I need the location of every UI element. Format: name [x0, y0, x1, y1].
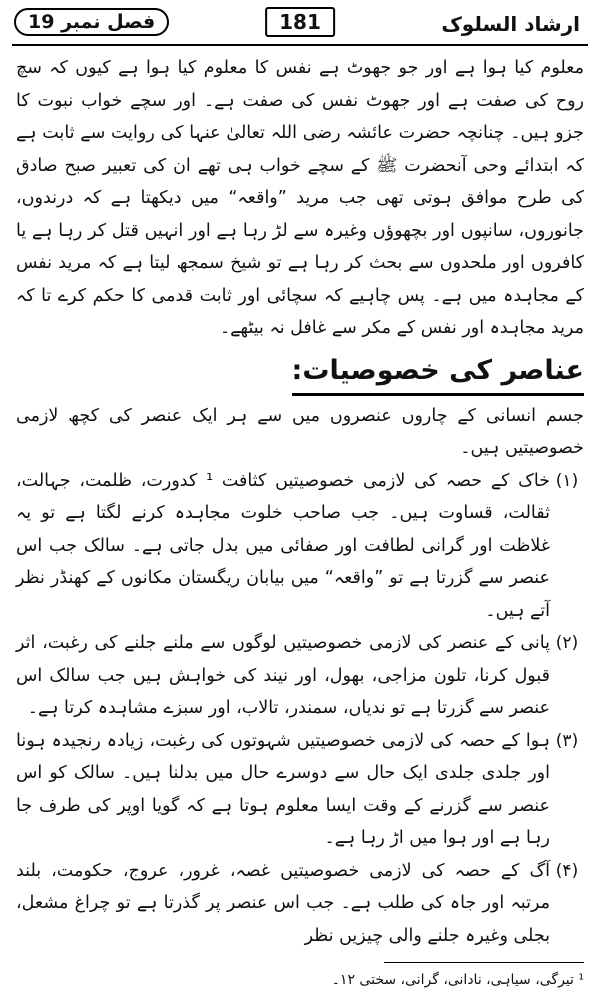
- page-number: 181: [265, 7, 335, 37]
- list-item-text: پانی کے عنصر کی لازمی خصوصیتیں لوگوں سے ملنے جلنے کی رغبت، اثر قبول کرنا، تلون مزاجی، بھول، اور نیند کی خواہش ہیں جب سالک اس عنصر سے گزرتا ہے تو ندیاں، سمندر، تالاب، اور سبزے مشاہدہ کرتا ہے۔: [16, 633, 550, 718]
- footnote-divider: [384, 962, 584, 963]
- footnote: ¹ تیرگی، سیاہی، نادانی، گرانی، سختی ۱۲۔: [331, 972, 584, 988]
- intro-paragraph: معلوم کیا ہوا ہے اور جو جھوٹ ہے نفس کا معلوم کیا ہوا ہے کیوں کہ سچ روح کی صفت ہے اور جھوٹ نفس کی صفت ہے۔ اور سچے خواب نبوت کا جزو ہیں۔ چنانچہ حضرت عائشہ رضی اللہ تعالیٰ عنہا کی روایت سے ثابت ہے کہ ابتدائے وحی آنحضرت ﷺ کے سچے خواب ہی تھے ان کی تعبیر صبح صادق کی طرح موافق ہوتی تھی جب مرید ”واقعہ“ میں دیکھتا ہے کہ درندوں، جانوروں، سانپوں اور بچھوؤں وغیرہ سے لڑ رہا ہے اور انہیں قتل کر رہا ہے یا کافروں اور ملحدوں سے بحث کر رہا ہے تو شیخ سمجھ لیتا ہے کہ مرید نفس کے مجاہدہ میں ہے۔ پس چاہیے کہ سچائی اور ثابت قدمی کا حکم کرے تا کہ مرید مجاہدہ اور نفس کے مکر سے غافل نہ بیٹھے۔: [16, 58, 584, 338]
- list-item-number: (۱): [555, 470, 579, 491]
- page-content: [12, 46, 588, 952]
- chapter-label: فصل نمبر 19: [14, 8, 169, 36]
- list-item: [16, 627, 584, 725]
- page-header: [12, 6, 588, 46]
- book-title: ارشاد السلوک: [441, 12, 580, 36]
- section-lead: جسم انسانی کے چاروں عنصروں میں سے ہر ایک عنصر کی کچھ لازمی خصوصیتیں ہیں۔: [16, 405, 584, 458]
- list-item: [16, 855, 584, 953]
- list-item-text: ہوا کے حصہ کی لازمی خصوصیتیں شہوتوں کی رغبت، زیادہ رنجیدہ ہونا اور جلدی جلدی ایک حال سے دوسرے حال میں بدلنا ہیں۔ سالک کو اس عنصر سے گزرنے کے وقت ایسا معلوم ہوتا ہے کہ گویا اوپر کی طرف جا رہا ہے اور ہوا میں اڑ رہا ہے۔: [16, 730, 550, 848]
- list-item-number: (۳): [555, 730, 579, 751]
- section-heading: عناصر کی خصوصیات:: [292, 351, 584, 396]
- list-item: [16, 465, 584, 628]
- list-item-number: (۴): [555, 860, 579, 881]
- section-heading-wrap: [16, 345, 584, 400]
- list-item-number: (۲): [555, 633, 579, 653]
- list-item-text: خاک کے حصہ کی لازمی خصوصیتیں کثافت ¹ کدورت، ظلمت، جہالت، ثقالت، قساوت ہیں۔ جب صاحب خلوت مجاہدہ کرنے لگتا ہے تو یہ غلاظت اور گرانی لطافت اور صفائی میں بدل جاتی ہے۔ سالک جب اس عنصر سے گزرتا ہے تو ”واقعہ“ میں بیابان ریگستان مکانوں کے کھنڈر نظر آتے ہیں۔: [16, 470, 550, 621]
- list-item: [16, 725, 584, 855]
- list-item-text: آگ کے حصہ کی لازمی خصوصیتیں غصہ، غرور، عروج، حکومت، بلند مرتبہ اور جاہ کی طلب ہے۔ جب اس عنصر پر گذرتا ہے تو چراغ مشعل، بجلی وغیرہ جلنے والی چیزیں نظر: [16, 860, 550, 946]
